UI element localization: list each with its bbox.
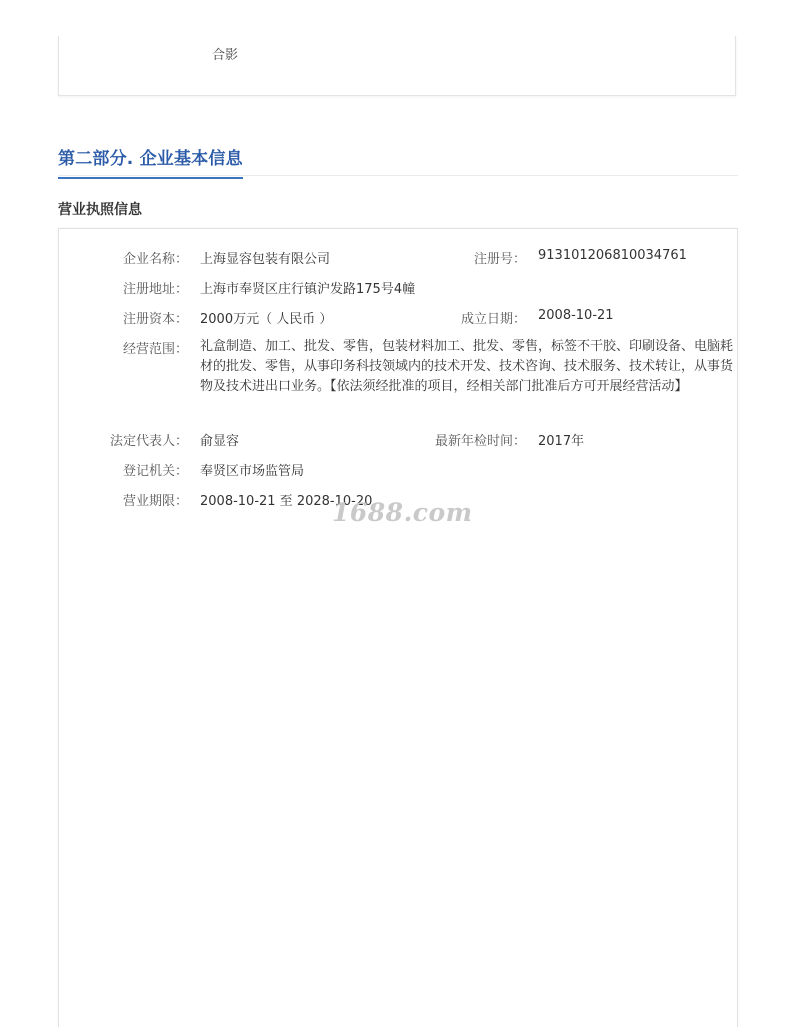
annual-inspection-label: 最新年检时间：	[434, 434, 526, 449]
registration-authority-value: 奉贤区市场监管局	[200, 464, 305, 479]
registration-authority-label: 登记机关：	[122, 464, 188, 479]
company-name-label: 企业名称：	[122, 252, 188, 267]
company-name-value: 上海显容包装有限公司	[200, 252, 331, 267]
annual-inspection-value: 2017年	[538, 434, 585, 449]
founded-date-value: 2008-10-21	[538, 308, 614, 323]
section-title: 第二部分. 企业基本信息	[58, 144, 243, 179]
registration-number-value: 913101206810034761	[538, 248, 687, 263]
founded-date-label: 成立日期：	[460, 312, 526, 327]
business-scope-label: 经营范围：	[122, 342, 188, 357]
business-scope-value: 礼盒制造、加工、批发、零售，包装材料加工、批发、零售，标签不干胶、印刷设备、电脑耗材的批发、零售，从事印务科技领域内的技术开发、技术咨询、技术服务、技术转让，从事货物及技术进出口业务。【依法须经批准的项目，经相关部门批准后方可开展经营活动】	[200, 339, 734, 394]
address-label: 注册地址：	[122, 282, 188, 297]
previous-section-card	[58, 36, 736, 96]
section-divider	[58, 175, 738, 176]
watermark-logo: 1688.com	[332, 498, 473, 527]
business-term-label: 营业期限：	[122, 494, 188, 509]
registration-number-label: 注册号：	[473, 252, 526, 267]
business-term-value: 2008-10-21 至 2028-10-20	[200, 494, 373, 509]
address-value: 上海市奉贤区庄行镇沪发路175号4幢	[200, 282, 416, 297]
subsection-title: 营业执照信息	[58, 202, 142, 218]
previous-section-text: 合影	[212, 48, 239, 63]
capital-value: 2000万元（ 人民币 ）	[200, 312, 333, 327]
legal-representative-label: 法定代表人：	[109, 434, 188, 449]
capital-label: 注册资本：	[122, 312, 188, 327]
legal-representative-value: 俞显容	[200, 434, 240, 449]
